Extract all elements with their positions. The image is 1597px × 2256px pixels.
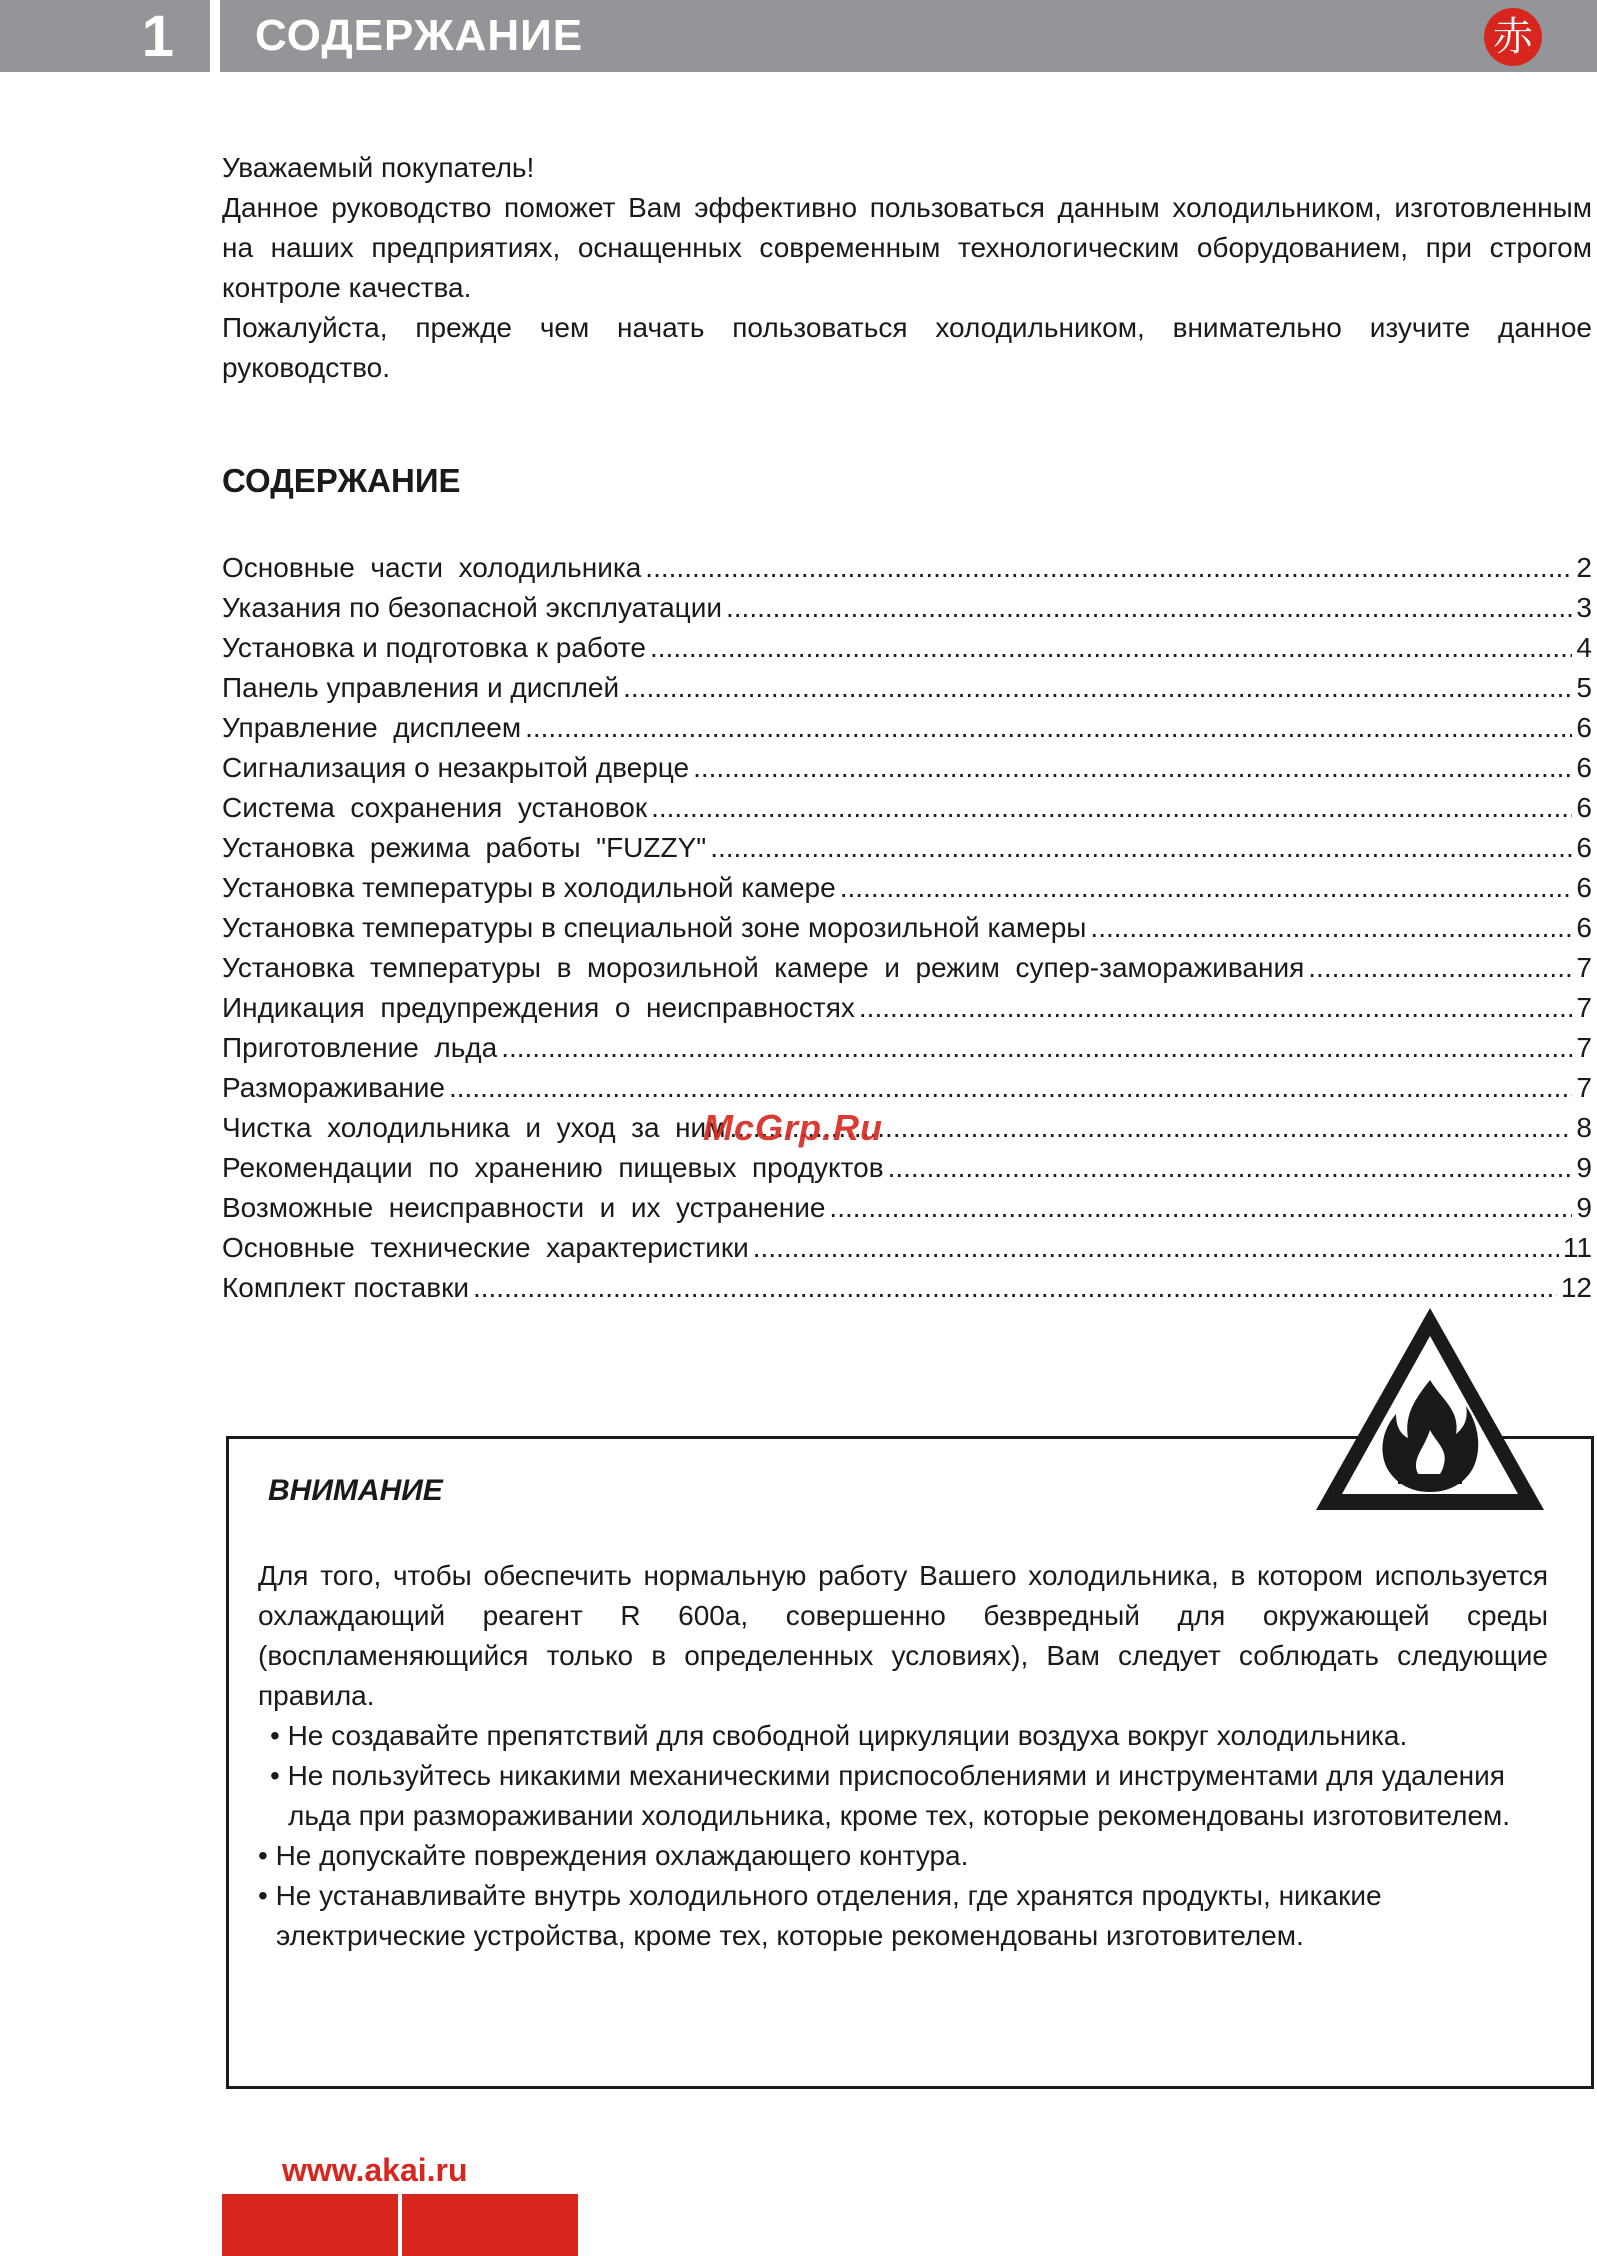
warning-bullet: • Не допускайте повреждения охлаждающего контура.: [258, 1840, 969, 1871]
toc-item-page: 9: [1576, 1192, 1592, 1223]
toc-item: [222, 1228, 1592, 1268]
toc-leader: [1308, 948, 1572, 988]
toc-item-label: Основные части холодильника: [222, 552, 642, 583]
toc-item: [222, 788, 1592, 828]
toc-leader: [726, 588, 1572, 628]
toc-item: [222, 1188, 1592, 1228]
toc-item: [222, 908, 1592, 948]
intro-paragraph-1: Данное руководство поможет Вам эффективно пользоваться данным холодильником, изготовленным на наших предприятиях, оснащенных современным технологическим оборудованием, при строгом контроле качества.: [222, 192, 1592, 303]
toc-leader: [859, 988, 1573, 1028]
watermark-text: McGrp.Ru: [703, 1107, 884, 1148]
toc-item-label: Указания по безопасной эксплуатации: [222, 592, 722, 623]
toc-item: [222, 628, 1592, 668]
toc-item-page: 3: [1576, 592, 1592, 623]
table-of-contents: [222, 548, 1592, 1308]
toc-leader: [645, 548, 1572, 588]
toc-item-label: Возможные неисправности и их устранение: [222, 1192, 826, 1223]
toc-item-page: 7: [1576, 952, 1592, 983]
toc-item-label: Установка температуры в специальной зоне морозильной камеры: [222, 912, 1087, 943]
toc-item-page: 9: [1576, 1152, 1592, 1183]
toc-leader: [525, 708, 1572, 748]
warning-bullet: • Не создавайте препятствий для свободной циркуляции воздуха вокруг холодильника.: [270, 1720, 1408, 1751]
toc-item-label: Приготовление льда: [222, 1032, 498, 1063]
toc-item-label: Размораживание: [222, 1072, 445, 1103]
toc-item: [222, 1028, 1592, 1068]
toc-leader: [888, 1148, 1573, 1188]
toc-leader: [501, 1028, 1572, 1068]
toc-item: [222, 1148, 1592, 1188]
page-number: 1: [0, 0, 210, 72]
warning-title: ВНИМАНИЕ: [268, 1474, 443, 1507]
toc-item: [222, 548, 1592, 588]
toc-item-label: Система сохранения установок: [222, 792, 648, 823]
footer-red-block-right: [402, 2194, 578, 2256]
toc-item: [222, 1068, 1592, 1108]
warning-paragraph: Для того, чтобы обеспечить нормальную работу Вашего холодильника, в котором используется охлаждающий реагент R 600a, совершенно безвредный для окружающей среды (воспламеняющийся только в определенных условиях), Вам следует соблюдать следующие правила.: [258, 1560, 1548, 1711]
toc-item: [222, 828, 1592, 868]
toc-item-label: Основные технические характеристики: [222, 1232, 749, 1263]
toc-item: [222, 868, 1592, 908]
akai-logo-icon: 赤: [1484, 8, 1542, 66]
toc-item-page: 6: [1576, 912, 1592, 943]
toc-leader: [710, 828, 1572, 868]
toc-item-label: Установка и подготовка к работе: [222, 632, 646, 663]
toc-leader: [650, 628, 1572, 668]
toc-item-page: 5: [1576, 672, 1592, 703]
toc-title: СОДЕРЖАНИЕ: [222, 462, 461, 499]
toc-item-label: Комплект поставки: [222, 1272, 469, 1303]
warning-bullet: • Не пользуйтесь никакими механическими приспособлениями и инструментами для удаления льда при размораживании холодильника, кроме тех, которые рекомендованы изготовителем.: [270, 1760, 1511, 1831]
toc-item-page: 6: [1576, 712, 1592, 743]
toc-item: [222, 668, 1592, 708]
toc-leader: [753, 1228, 1559, 1268]
toc-leader: [651, 788, 1572, 828]
toc-leader: [840, 868, 1573, 908]
toc-item-label: Индикация предупреждения о неисправностях: [222, 992, 855, 1023]
intro-section: [222, 148, 1592, 388]
toc-leader: [1090, 908, 1572, 948]
toc-item: [222, 1108, 1592, 1148]
toc-item-page: 7: [1576, 1072, 1592, 1103]
toc-item-label: Управление дисплеем: [222, 712, 522, 743]
toc-item-label: Сигнализация о незакрытой дверце: [222, 752, 690, 783]
toc-leader: [693, 748, 1572, 788]
toc-item-page: 6: [1576, 752, 1592, 783]
toc-item: [222, 948, 1592, 988]
toc-item-label: Установка температуры в морозильной камере и режим супер-замораживания: [222, 952, 1305, 983]
toc-leader: [449, 1068, 1572, 1108]
toc-item-label: Установка температуры в холодильной камере: [222, 872, 836, 903]
toc-item-label: Установка режима работы "FUZZY": [222, 832, 707, 863]
toc-leader: [623, 668, 1572, 708]
toc-item-page: 6: [1576, 872, 1592, 903]
toc-item-page: 8: [1576, 1112, 1592, 1143]
toc-item-page: 7: [1576, 992, 1592, 1023]
toc-item-page: 7: [1576, 1032, 1592, 1063]
warning-body: [258, 1556, 1548, 1956]
header-title: СОДЕРЖАНИЕ: [255, 11, 584, 60]
footer-url[interactable]: www.akai.ru: [282, 2152, 468, 2188]
greeting: Уважаемый покупатель!: [222, 152, 535, 183]
toc-item: [222, 708, 1592, 748]
toc-item-page: 6: [1576, 792, 1592, 823]
toc-item: [222, 588, 1592, 628]
toc-item-page: 12: [1560, 1272, 1592, 1303]
toc-item-label: Чистка холодильника и уход за ним: [222, 1112, 726, 1143]
toc-item-label: Панель управления и дисплей: [222, 672, 620, 703]
toc-item: [222, 988, 1592, 1028]
toc-item-page: 11: [1562, 1232, 1592, 1263]
intro-paragraph-2: Пожалуйста, прежде чем начать пользоваться холодильником, внимательно изучите данное руководство.: [222, 312, 1592, 383]
toc-item-page: 4: [1576, 632, 1592, 663]
toc-item-label: Рекомендации по хранению пищевых продуктов: [222, 1152, 884, 1183]
warning-bullet: • Не устанавливайте внутрь холодильного отделения, где хранятся продукты, никакие электрические устройства, кроме тех, которые рекомендованы изготовителем.: [258, 1880, 1382, 1951]
footer-red-block-left: [222, 2194, 398, 2256]
flammable-warning-icon: [1310, 1302, 1550, 1516]
toc-item: [222, 748, 1592, 788]
toc-item-page: 6: [1576, 832, 1592, 863]
toc-leader: [829, 1188, 1572, 1228]
toc-item-page: 2: [1576, 552, 1592, 583]
